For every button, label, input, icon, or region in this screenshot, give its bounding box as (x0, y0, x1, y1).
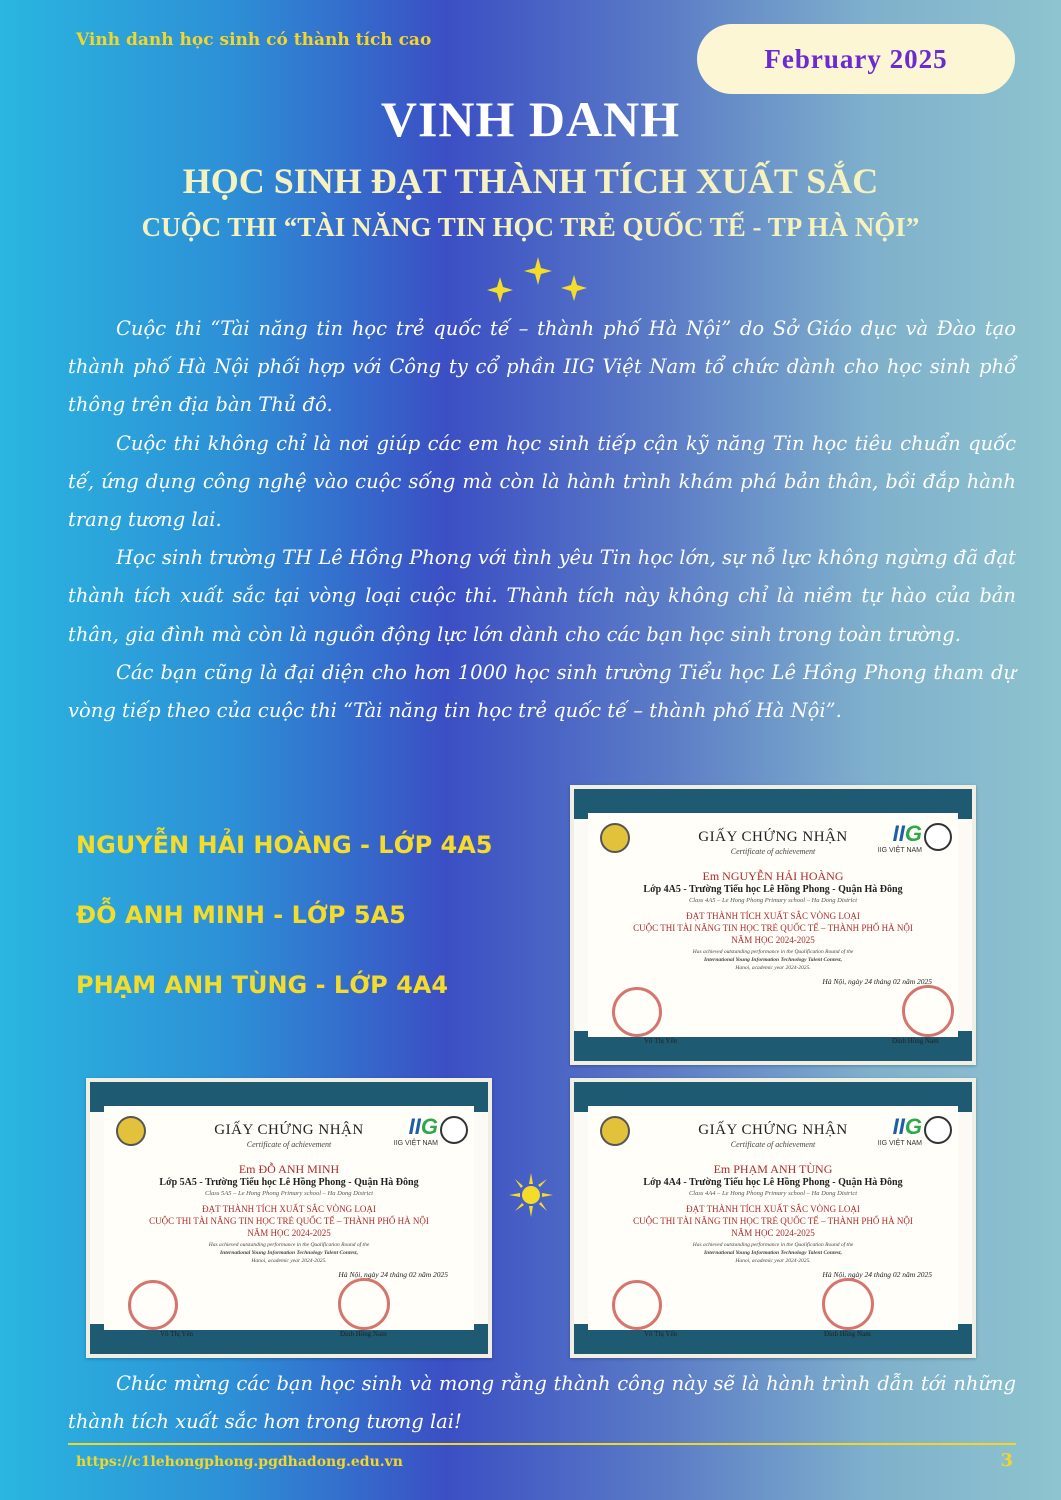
stamp-icon (612, 1280, 662, 1330)
certificate-heading: GIẤY CHỨNG NHẬN (698, 829, 848, 845)
iig-logo-icon: IIG (408, 1114, 438, 1139)
certificate-contest: CUỘC THI TÀI NĂNG TIN HỌC TRẺ QUỐC TẾ – THÀNH PHỐ HÀ NỘI (149, 1216, 429, 1226)
certificate-image (570, 1078, 976, 1358)
certificate-en-text: International Young Information Technology Talent Contest, (704, 957, 842, 963)
certificate-en-text: Hanoi, academic year 2024-2025. (735, 1258, 811, 1264)
stamp-icon (902, 985, 954, 1037)
signer-name: Đinh Hồng Nam (892, 1037, 939, 1045)
sparkle-icon (470, 255, 600, 310)
paragraph: Học sinh trường TH Lê Hồng Phong với tình yêu Tin học lớn, sự nỗ lực không ngừng đã đạt thành tích xuất sắc tại vòng loại cuộc thi. Thành tích này không chỉ là niềm tự hào của bản thân, gia đình mà còn là nguồn động lực lớn dành cho các bạn học sinh trong toàn trường. (68, 546, 1016, 646)
stamp-icon (612, 987, 662, 1037)
signer-name: Võ Thị Yến (160, 1330, 194, 1338)
footer-divider (68, 1443, 1016, 1445)
certificate-year: NĂM HỌC 2024-2025 (731, 935, 815, 945)
certificate-class-en: Class 5A5 – Le Hong Phong Primary school – Ha Dong District (204, 1190, 374, 1197)
certificate-heading-en: Certificate of achievement (246, 1140, 332, 1149)
stamp-icon (128, 1280, 178, 1330)
iig-caption: IIG VIỆT NAM (393, 1140, 438, 1147)
footer-link[interactable]: https://c1lehongphong.pgdhadong.edu.vn (76, 1454, 403, 1470)
paragraph: Cuộc thi không chỉ là nơi giúp các em học sinh tiếp cận kỹ năng Tin học tiêu chuẩn quốc tế, ứng dụng công nghệ vào cuộc sống mà còn là hành trình khám phá bản thân, bồi đắp hành trang tương lai. (68, 431, 1016, 532)
certificate-contest: CUỘC THI TÀI NĂNG TIN HỌC TRẺ QUỐC TẾ – THÀNH PHỐ HÀ NỘI (633, 1216, 913, 1226)
page-number: 3 (1000, 1450, 1013, 1471)
certificate-image (86, 1078, 492, 1358)
certificate-en-text: Hanoi, academic year 2024-2025. (251, 1258, 327, 1264)
certificate-heading: GIẤY CHỨNG NHẬN (698, 1122, 848, 1138)
certificate-class: Lớp 4A5 - Trường Tiểu học Lê Hồng Phong - Quận Hà Đông (643, 884, 903, 895)
signer-name: Đinh Hồng Nam (340, 1330, 387, 1338)
signer-name: Võ Thị Yến (644, 1330, 678, 1338)
certificate-en-text: International Young Information Technology Talent Contest, (220, 1250, 358, 1256)
contest-title: CUỘC THI “TÀI NĂNG TIN HỌC TRẺ QUỐC TẾ - TP HÀ NỘI” (141, 212, 920, 242)
certificate-contest: CUỘC THI TÀI NĂNG TIN HỌC TRẺ QUỐC TẾ – THÀNH PHỐ HÀ NỘI (633, 923, 913, 933)
iig-logo-icon: IIG (892, 821, 922, 846)
certificate-class-en: Class 4A4 – Le Hong Phong Primary school – Ha Dong District (688, 1190, 858, 1197)
certificate-heading: GIẤY CHỨNG NHẬN (214, 1122, 364, 1138)
closing-paragraph: Chúc mừng các bạn học sinh và mong rằng thành công này sẽ là hành trình dẫn tới những thành tích xuất sắc hơn trong tương lai! (68, 1372, 1016, 1433)
student-name: PHẠM ANH TÙNG - LỚP 4A4 (76, 971, 449, 999)
paragraph: Cuộc thi “Tài năng tin học trẻ quốc tế – thành phố Hà Nội” do Sở Giáo dục và Đào tạo thành phố Hà Nội phối hợp với Công ty cổ phần IIG Việt Nam tổ chức dành cho học sinh phổ thông trên địa bàn Thủ đô. (68, 317, 1016, 417)
certificate-heading-en: Certificate of achievement (730, 1140, 816, 1149)
paragraph: Các bạn cũng là đại diện cho hơn 1000 học sinh trường Tiểu học Lê Hồng Phong tham dự vòng tiếp theo của cuộc thi “Tài năng tin học trẻ quốc tế – thành phố Hà Nội”. (68, 660, 1016, 723)
iig-logo-icon: IIG (892, 1114, 922, 1139)
certificate-image (570, 785, 976, 1065)
stamp-icon (338, 1278, 390, 1330)
certificate-recipient: Em ĐỖ ANH MINH (238, 1162, 340, 1176)
certificate-heading-en: Certificate of achievement (730, 847, 816, 856)
certificate-en-text: Has achieved outstanding performance in the Qualification Round of the (692, 1242, 854, 1248)
student-list (76, 825, 492, 1035)
certificate-result: ĐẠT THÀNH TÍCH XUẤT SẮC VÒNG LOẠI (686, 1204, 860, 1214)
certificate-class: Lớp 5A5 - Trường Tiểu học Lê Hồng Phong - Quận Hà Đông (159, 1177, 419, 1188)
iig-caption: IIG VIỆT NAM (877, 847, 922, 854)
certificate-year: NĂM HỌC 2024-2025 (247, 1228, 331, 1238)
closing-text (68, 1365, 1016, 1441)
certificate-result: ĐẠT THÀNH TÍCH XUẤT SẮC VÒNG LOẠI (202, 1204, 376, 1214)
certificate-year: NĂM HỌC 2024-2025 (731, 1228, 815, 1238)
signer-name: Đinh Hồng Nam (824, 1330, 871, 1338)
student-name: ĐỖ ANH MINH - LỚP 5A5 (76, 901, 406, 929)
stamp-icon (822, 1278, 874, 1330)
certificate-date: Hà Nội, ngày 24 tháng 02 năm 2025 (822, 1270, 932, 1279)
page-title: VINH DANH (380, 91, 681, 147)
certificate-class-en: Class 4A5 – Le Hong Phong Primary school – Ha Dong District (688, 897, 858, 904)
sun-icon (508, 1172, 554, 1218)
certificate-recipient: Em NGUYỄN HẢI HOÀNG (702, 869, 844, 883)
certificate-recipient: Em PHẠM ANH TÙNG (713, 1162, 833, 1176)
certificate-class: Lớp 4A4 - Trường Tiểu học Lê Hồng Phong - Quận Hà Đông (643, 1177, 903, 1188)
certificate-en-text: Hanoi, academic year 2024-2025. (735, 965, 811, 971)
certificate-result: ĐẠT THÀNH TÍCH XUẤT SẮC VÒNG LOẠI (686, 911, 860, 921)
certificate-date: Hà Nội, ngày 24 tháng 02 năm 2025 (338, 1270, 448, 1279)
student-name: NGUYỄN HẢI HOÀNG - LỚP 4A5 (76, 831, 493, 859)
certificate-date: Hà Nội, ngày 24 tháng 02 năm 2025 (822, 977, 932, 986)
certificate-en-text: International Young Information Technology Talent Contest, (704, 1250, 842, 1256)
date-badge: February 2025 (697, 24, 1015, 94)
page-subtitle: HỌC SINH ĐẠT THÀNH TÍCH XUẤT SẮC (182, 161, 879, 201)
article-body (68, 310, 1016, 730)
certificate-en-text: Has achieved outstanding performance in the Qualification Round of the (692, 949, 854, 955)
signer-name: Võ Thị Yến (644, 1037, 678, 1045)
iig-caption: IIG VIỆT NAM (877, 1140, 922, 1147)
header-tag: Vinh danh học sinh có thành tích cao (76, 30, 432, 50)
certificate-en-text: Has achieved outstanding performance in the Qualification Round of the (208, 1242, 370, 1248)
